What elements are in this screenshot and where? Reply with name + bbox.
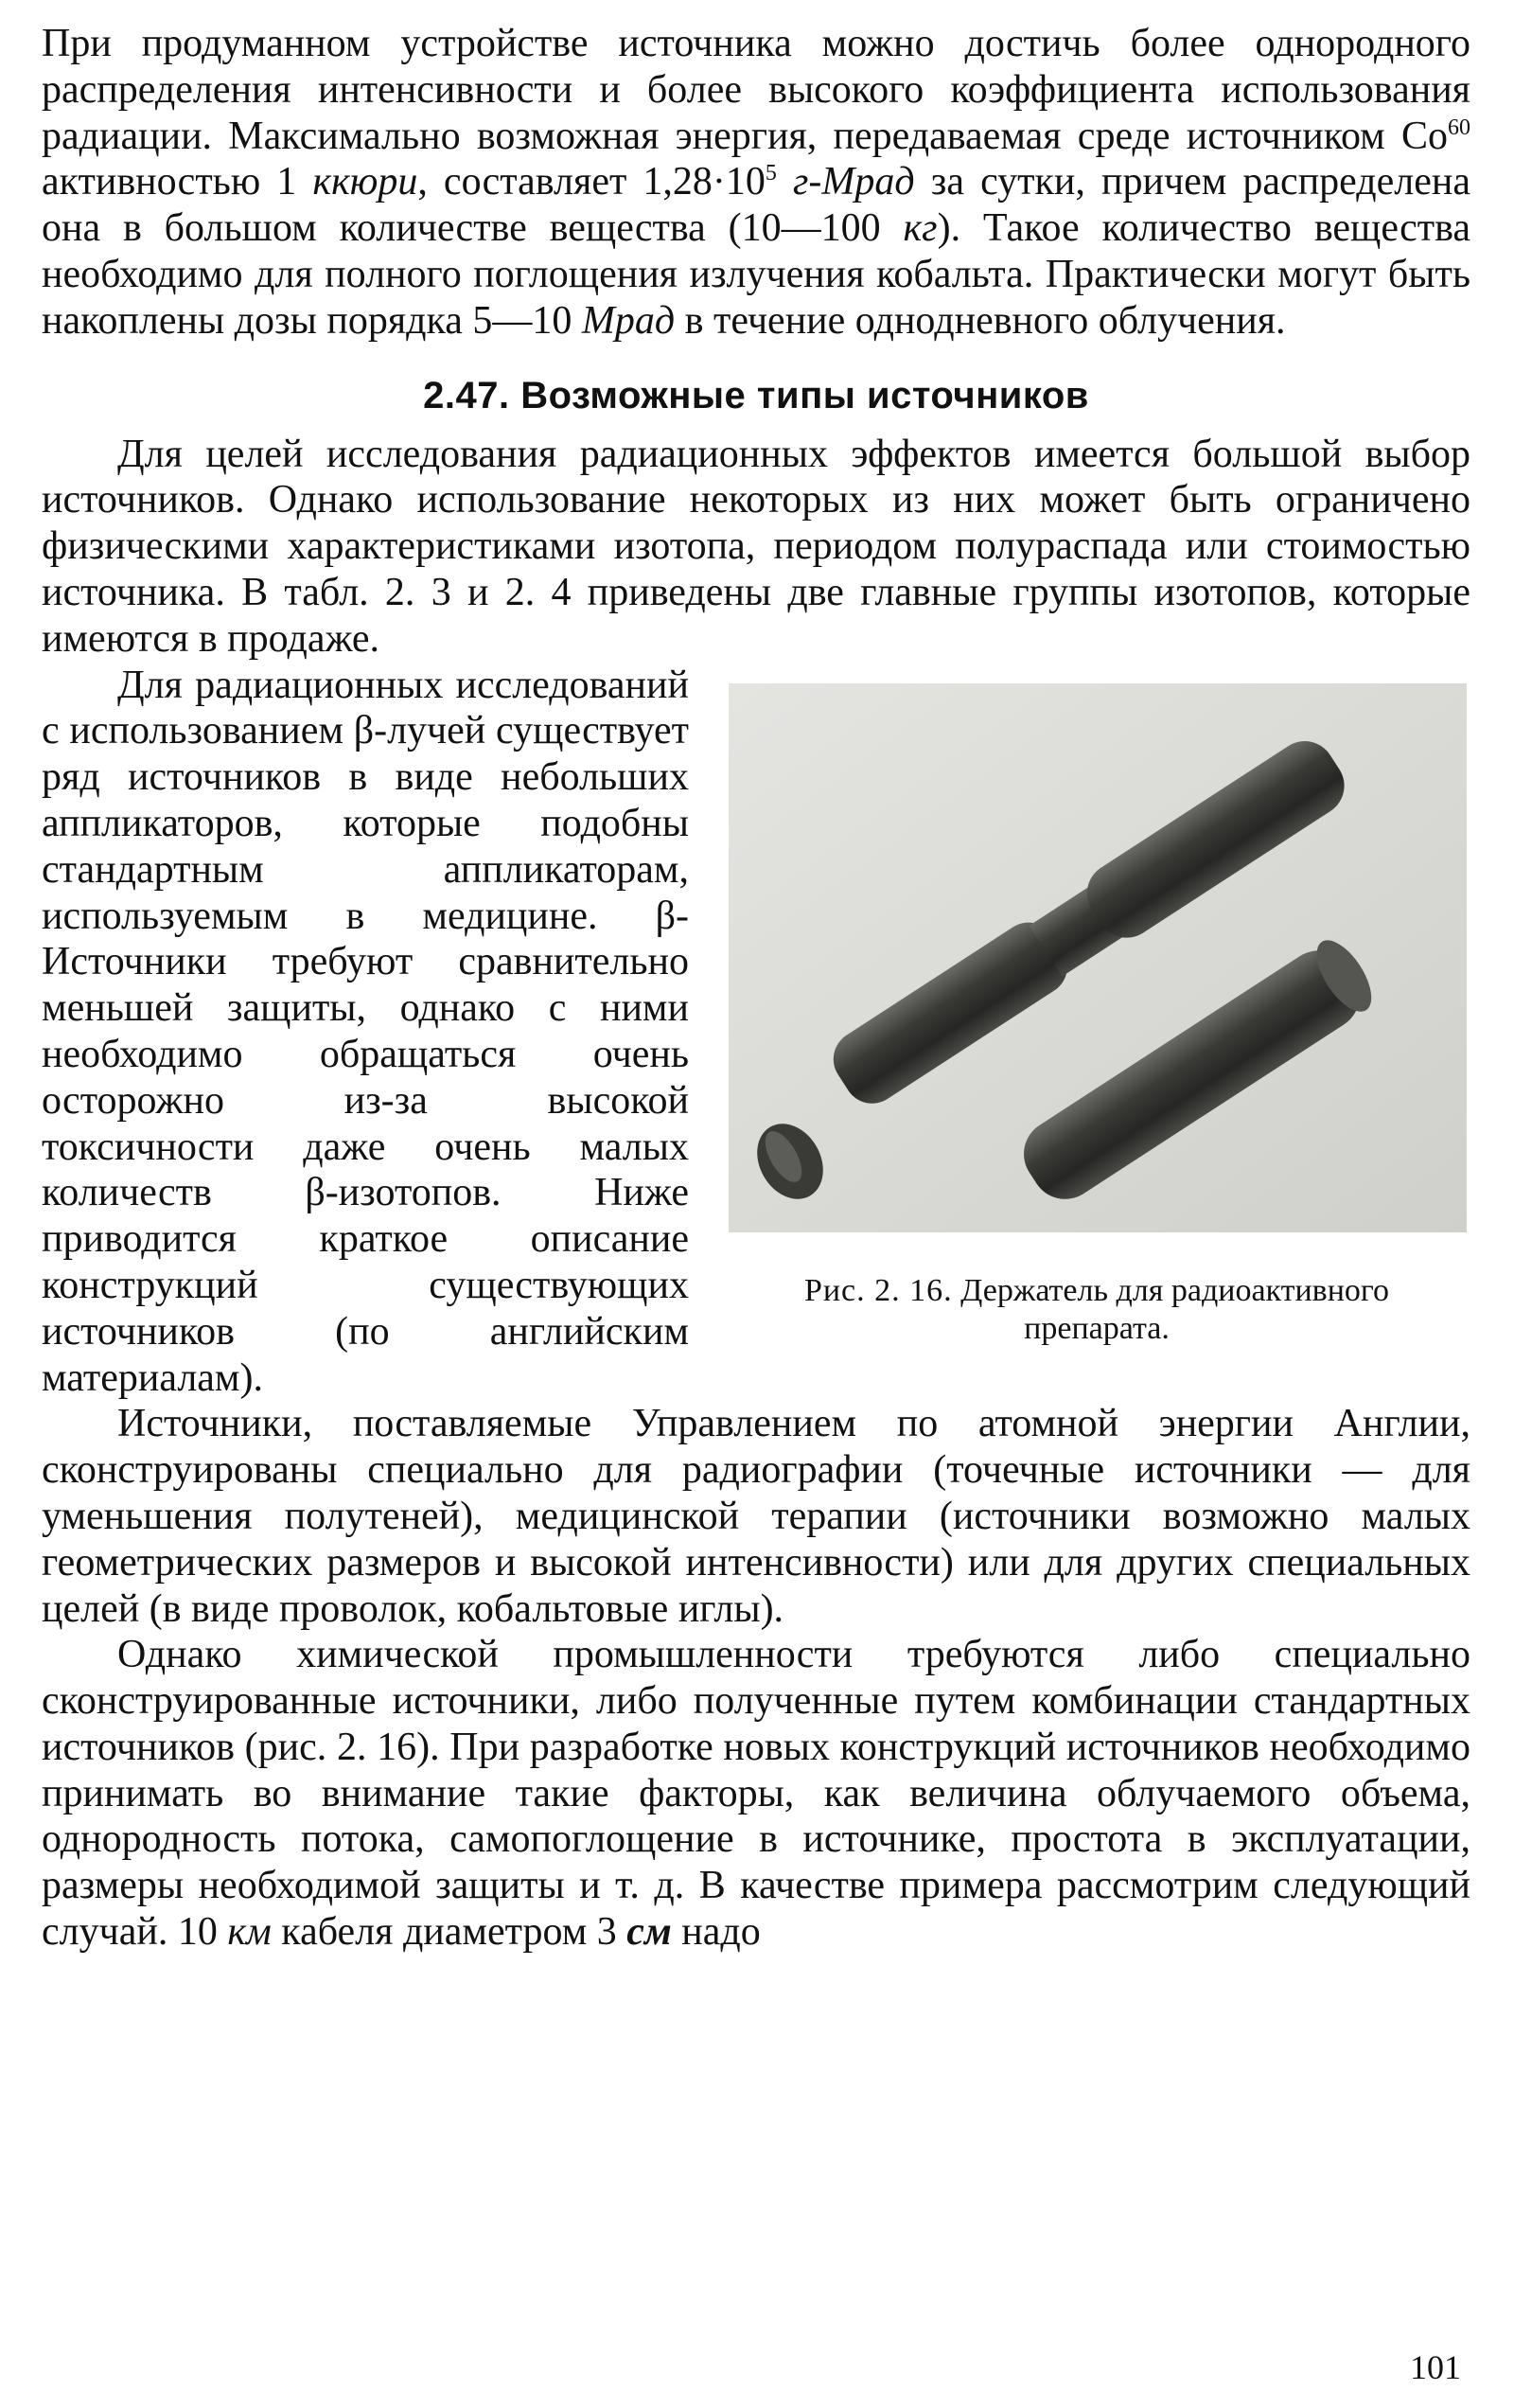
paragraph-beta-sources: Для радиационных исследований с использованием β-лучей существует ряд источников в виде небольших аппликаторов, которые подобны стандартным аппликаторам, используемым в медицине. β-Источники требуют сравнительно меньшей защиты, однако с ними необходимо обращаться очень осторожно из-за высокой токсичности даже очень малых количеств β-изотопов. Ниже приводится краткое описание конструкций существующих источников (по английским материалам).	[42, 663, 689, 1400]
section-heading: 2.47. Возможные типы источников	[423, 374, 1089, 416]
paragraph-source-choice: Для целей исследования радиационных эффектов имеется большой выбор источников. Однако использование некоторых из них может быть ограничено физическими характеристиками изотопа, периодом полураспада или стоимостью источника. В табл. 2. 3 и 2. 4 приведены две главные группы изотопов, которые имеются в продаже.	[42, 432, 1470, 661]
figure-photo	[729, 683, 1467, 1232]
paragraph-chemical-industry: Однако химической промышленности требуются либо специально сконструированные источники, либо полученные путем комбинации стандартных источников (рис. 2. 16). При разработке новых конструкций источников необходимо принимать во внимание такие факторы, как величина облучаемого объема, однородность потока, самопоглощение в источнике, простота в эксплуатации, размеры необходимой защиты и т. д. В качестве примера рассмотрим следующий случай. 10 км кабеля диаметром 3 см надо	[42, 1633, 1470, 1955]
document-page	[42, 21, 1470, 2387]
page-number: 101	[1410, 2348, 1461, 2386]
holder-photo-icon	[729, 683, 1467, 1232]
figure	[723, 683, 1470, 1348]
paragraph-intro: При продуманном устройстве источника можно достичь более однородного распределения интенсивности и более высокого коэффициента использования радиации. Максимально возможная энергия, передаваемая среде источником Co$^{60}$ активностью 1 ккюри, составляет $1,28\cdot 10^5$ г-Мрад за сутки, причем распределена она в большом количестве вещества (10—100 кг). Такое количество вещества необходимо для полного поглощения излучения кобальта. Практически могут быть накоплены дозы порядка 5—10 Мрад в течение однодневного облучения.	[42, 22, 1471, 343]
figure-caption: Рис. 2. 16. Держатель для радиоактивного препарата.	[803, 1272, 1390, 1346]
paragraph-uk-sources: Источники, поставляемые Управлением по атомной энергии Англии, сконструированы специально для радиографии (точечные источники — для уменьшения полутеней), медицинской терапии (источники возможно малых геометрических размеров и высокой интенсивности) или для других специальных целей (в виде проволок, кобальтовые иглы).	[42, 1402, 1470, 1631]
